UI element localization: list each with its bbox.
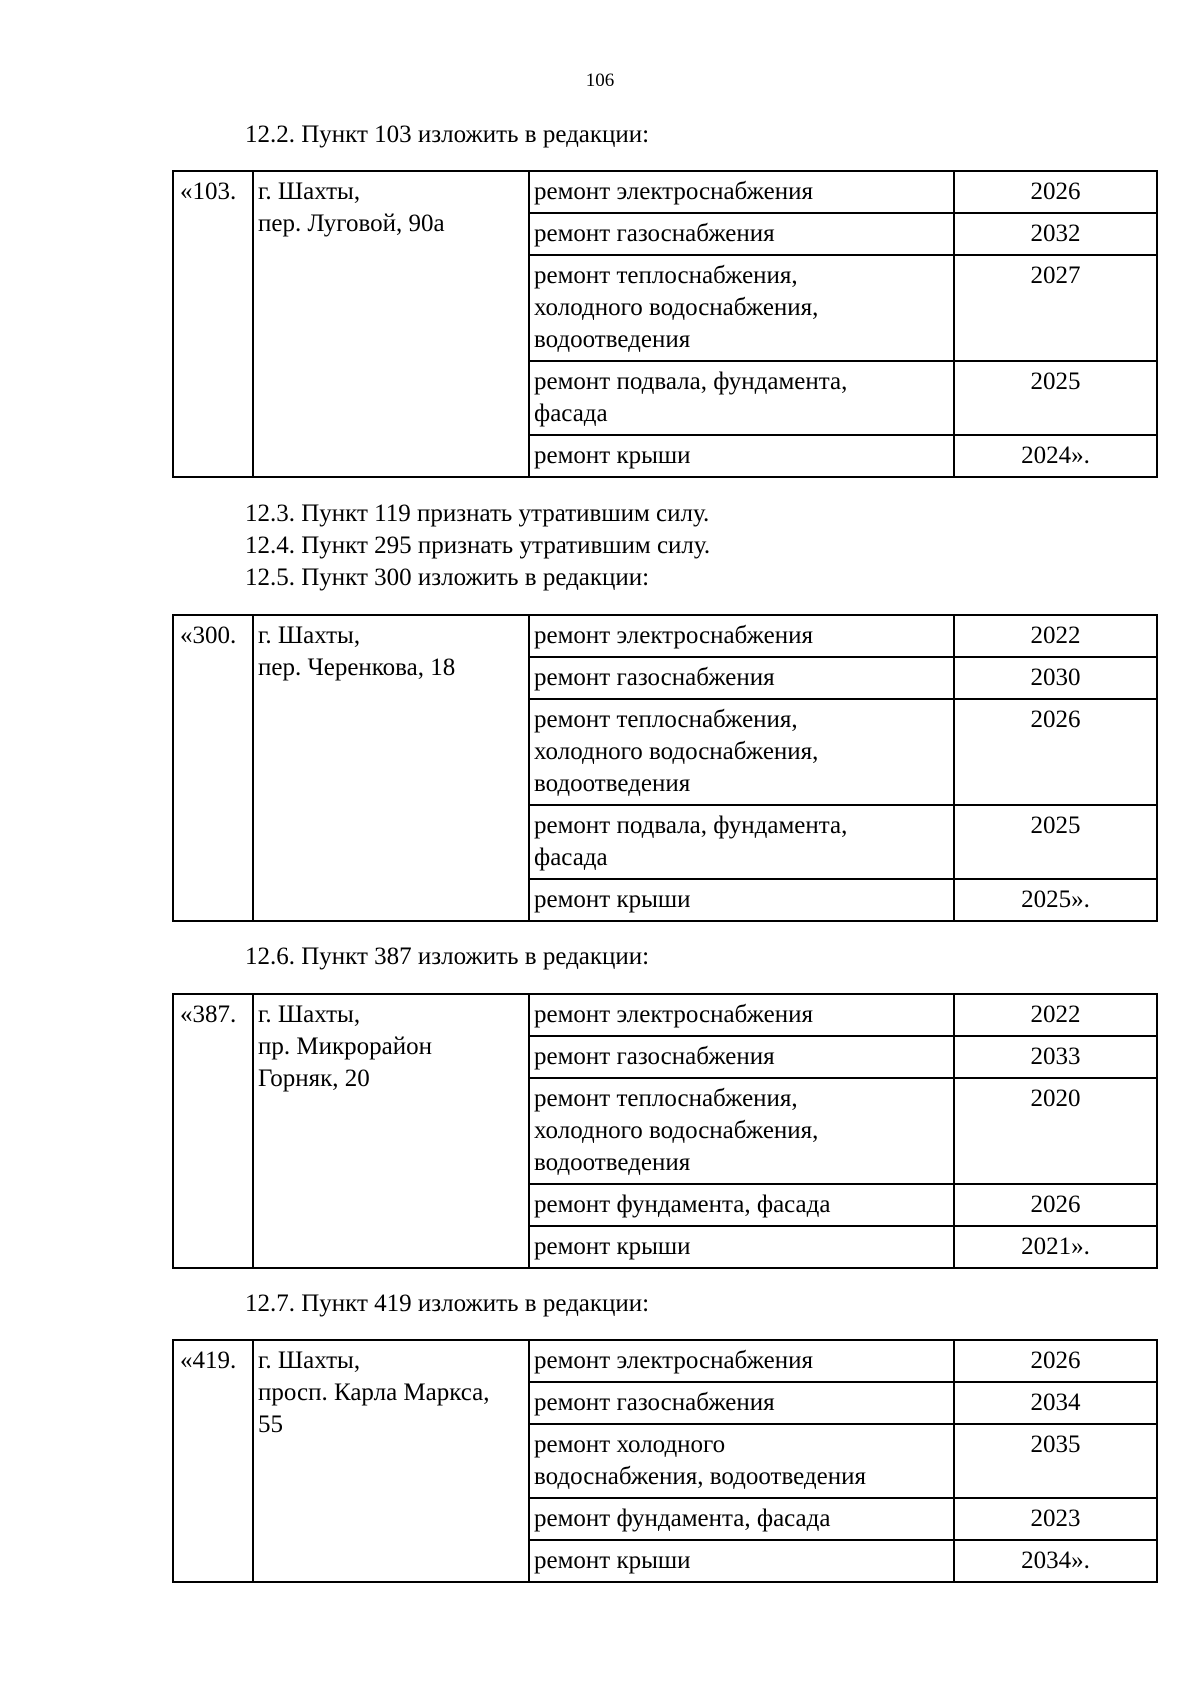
work-type-cell (529, 994, 954, 1036)
table-item-103 (172, 170, 1158, 478)
work-type-line: фасада (534, 400, 608, 427)
year-cell: 2020 (954, 1078, 1157, 1184)
work-type-line: ремонт крыши (534, 886, 691, 913)
paragraph-12-6: 12.6. Пункт 387 изложить в редакции: (245, 943, 650, 970)
work-type-cell (529, 1184, 954, 1226)
year-cell: 2026 (954, 699, 1157, 805)
work-type-line: ремонт теплоснабжения, (534, 262, 798, 289)
year-cell: 2034». (954, 1540, 1157, 1582)
work-type-cell (529, 1078, 954, 1184)
year-cell: 2026 (954, 1184, 1157, 1226)
page-number: 106 (585, 70, 615, 91)
work-type-line: ремонт газоснабжения (534, 1389, 775, 1416)
work-type-cell (529, 1498, 954, 1540)
item-number: «387. (173, 994, 253, 1268)
item-number: «300. (173, 615, 253, 921)
work-type-line: ремонт электроснабжения (534, 1347, 813, 1374)
work-type-line: ремонт крыши (534, 1233, 691, 1260)
item-number: «103. (173, 171, 253, 477)
address-cell (253, 615, 529, 921)
year-cell: 2022 (954, 615, 1157, 657)
year-cell: 2025 (954, 361, 1157, 435)
paragraph-12-2: 12.2. Пункт 103 изложить в редакции: (245, 121, 650, 148)
paragraph-12-3: 12.3. Пункт 119 признать утратившим силу. (245, 500, 710, 527)
work-type-line: ремонт фундамента, фасада (534, 1191, 831, 1218)
work-type-line: водоотведения (534, 1149, 691, 1176)
work-type-line: водоотведения (534, 770, 691, 797)
address-line: г. Шахты, (258, 1347, 361, 1374)
table-item-387 (172, 993, 1158, 1269)
address-line: пер. Черенкова, 18 (258, 654, 456, 681)
work-type-line: ремонт холодного (534, 1431, 726, 1458)
work-type-cell (529, 615, 954, 657)
item-number: «419. (173, 1340, 253, 1582)
year-cell: 2026 (954, 171, 1157, 213)
table-row (173, 1340, 1157, 1382)
work-type-cell (529, 213, 954, 255)
year-cell: 2024». (954, 435, 1157, 477)
year-cell: 2033 (954, 1036, 1157, 1078)
work-type-line: ремонт фундамента, фасада (534, 1505, 831, 1532)
year-cell: 2034 (954, 1382, 1157, 1424)
year-cell: 2035 (954, 1424, 1157, 1498)
address-line: г. Шахты, (258, 1001, 361, 1028)
address-line: Горняк, 20 (258, 1065, 370, 1092)
work-type-cell (529, 879, 954, 921)
year-cell: 2025». (954, 879, 1157, 921)
work-type-cell (529, 435, 954, 477)
year-cell: 2025 (954, 805, 1157, 879)
work-type-cell (529, 361, 954, 435)
work-type-line: водоотведения (534, 326, 691, 353)
work-type-line: ремонт подвала, фундамента, (534, 368, 848, 395)
address-line: г. Шахты, (258, 622, 361, 649)
year-cell: 2021». (954, 1226, 1157, 1268)
work-type-line: ремонт электроснабжения (534, 178, 813, 205)
work-type-line: ремонт крыши (534, 442, 691, 469)
work-type-cell (529, 1036, 954, 1078)
work-type-line: ремонт подвала, фундамента, (534, 812, 848, 839)
paragraph-12-5: 12.5. Пункт 300 изложить в редакции: (245, 564, 650, 591)
table-item-419 (172, 1339, 1158, 1583)
work-type-line: холодного водоснабжения, (534, 738, 819, 765)
work-type-line: фасада (534, 844, 608, 871)
year-cell: 2032 (954, 213, 1157, 255)
work-type-cell (529, 255, 954, 361)
address-line: 55 (258, 1411, 283, 1438)
paragraph-12-7: 12.7. Пункт 419 изложить в редакции: (245, 1290, 650, 1317)
work-type-cell (529, 1540, 954, 1582)
work-type-cell (529, 1226, 954, 1268)
work-type-line: ремонт электроснабжения (534, 1001, 813, 1028)
work-type-cell (529, 1424, 954, 1498)
year-cell: 2027 (954, 255, 1157, 361)
year-cell: 2030 (954, 657, 1157, 699)
work-type-cell (529, 171, 954, 213)
work-type-line: ремонт газоснабжения (534, 1043, 775, 1070)
paragraph-12-4: 12.4. Пункт 295 признать утратившим силу. (245, 532, 711, 559)
address-line: просп. Карла Маркса, (258, 1379, 490, 1406)
work-type-cell (529, 1382, 954, 1424)
address-cell (253, 994, 529, 1268)
work-type-cell (529, 1340, 954, 1382)
work-type-line: ремонт электроснабжения (534, 622, 813, 649)
year-cell: 2023 (954, 1498, 1157, 1540)
work-type-line: холодного водоснабжения, (534, 294, 819, 321)
address-line: пер. Луговой, 90а (258, 210, 445, 237)
year-cell: 2022 (954, 994, 1157, 1036)
work-type-line: ремонт крыши (534, 1547, 691, 1574)
year-cell: 2026 (954, 1340, 1157, 1382)
work-type-line: водоснабжения, водоотведения (534, 1463, 866, 1490)
work-type-line: ремонт теплоснабжения, (534, 1085, 798, 1112)
work-type-cell (529, 805, 954, 879)
table-row (173, 171, 1157, 213)
work-type-line: ремонт теплоснабжения, (534, 706, 798, 733)
work-type-line: холодного водоснабжения, (534, 1117, 819, 1144)
table-item-300 (172, 614, 1158, 922)
address-line: г. Шахты, (258, 178, 361, 205)
address-cell (253, 171, 529, 477)
work-type-cell (529, 657, 954, 699)
table-row (173, 615, 1157, 657)
work-type-line: ремонт газоснабжения (534, 664, 775, 691)
work-type-line: ремонт газоснабжения (534, 220, 775, 247)
work-type-cell (529, 699, 954, 805)
address-line: пр. Микрорайон (258, 1033, 432, 1060)
address-cell (253, 1340, 529, 1582)
table-row (173, 994, 1157, 1036)
